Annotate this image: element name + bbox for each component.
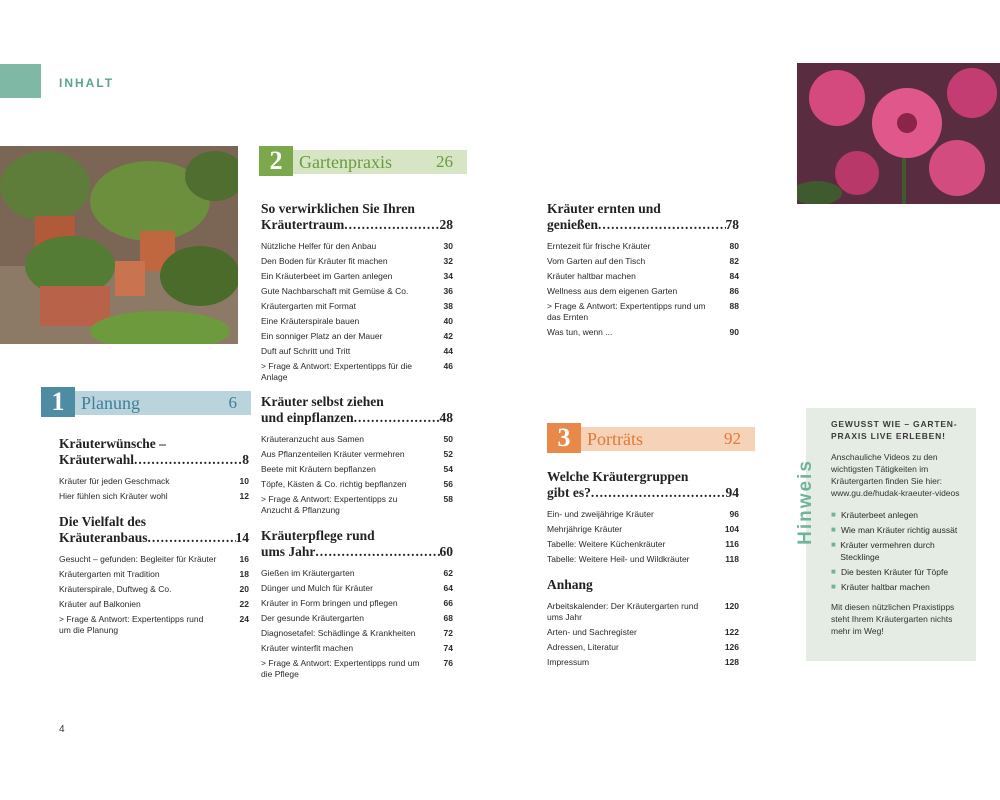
- toc-section: [59, 514, 249, 640]
- hint-list-item: ■ Kräuter haltbar machen: [831, 582, 930, 592]
- leader-dots: [148, 530, 236, 546]
- toc-section: [547, 469, 739, 569]
- hint-list-item: ■ Kräuterbeet anlegen: [831, 510, 919, 520]
- bullet-icon: ■: [831, 582, 836, 591]
- toc-entry[interactable]: [261, 494, 453, 516]
- toc-entry-page: 118: [725, 554, 739, 564]
- toc-entry-title: Vom Garten auf den Tisch: [547, 256, 646, 266]
- leader-dots: [344, 217, 439, 233]
- section-heading[interactable]: [59, 436, 249, 468]
- toc-entry[interactable]: [261, 346, 453, 357]
- toc-entry-page: 90: [729, 327, 739, 337]
- entry-list: [547, 241, 739, 338]
- toc-entry-title: > Frage & Antwort: Expertentipps für die Anlage: [261, 361, 412, 382]
- toc-entry-title: Kräuter für jeden Geschmack: [59, 476, 170, 486]
- toc-entry-title: Ein Kräuterbeet im Garten anlegen: [261, 271, 393, 281]
- section-heading-line2: [547, 485, 739, 501]
- toc-entry[interactable]: [261, 256, 453, 267]
- toc-entry[interactable]: [261, 241, 453, 252]
- toc-entry-page: 64: [443, 583, 453, 593]
- section-heading-line2: [59, 530, 249, 546]
- toc-entry-page: 16: [239, 554, 249, 564]
- toc-entry[interactable]: [261, 434, 453, 445]
- entry-list: [261, 434, 453, 516]
- toc-entry[interactable]: [261, 613, 453, 624]
- bullet-icon: ■: [831, 540, 836, 549]
- toc-entry-title: Kräutergarten mit Tradition: [59, 569, 160, 579]
- chapter-3-bar[interactable]: [547, 422, 755, 452]
- bullet-icon: ■: [831, 525, 836, 534]
- hint-box-content: [831, 418, 966, 637]
- entry-list: [547, 601, 739, 668]
- section-heading-text: gibt es?: [547, 485, 591, 500]
- chapter-page: 26: [436, 152, 453, 171]
- section-heading[interactable]: [261, 528, 453, 560]
- toc-entry-title: Eine Kräuterspirale bauen: [261, 316, 360, 326]
- section-heading-line1: Kräuterwünsche –: [59, 436, 166, 451]
- section-heading-line1: So verwirklichen Sie Ihren: [261, 201, 415, 216]
- section-heading[interactable]: [547, 201, 739, 233]
- leader-dots: [134, 452, 242, 468]
- toc-entry-page: 42: [443, 331, 453, 341]
- chapter-page: 92: [724, 429, 741, 448]
- toc-entry-page: 84: [729, 271, 739, 281]
- toc-entry-title: > Frage & Antwort: Expertentipps rund um die Planung: [59, 614, 204, 635]
- toc-entry-page: 76: [443, 658, 453, 668]
- toc-entry[interactable]: [547, 241, 739, 252]
- toc-entry-title: Töpfe, Kästen & Co. richtig bepflanzen: [261, 479, 407, 489]
- section-heading-text: und einpflanzen: [261, 410, 354, 425]
- toc-entry[interactable]: [547, 327, 739, 338]
- toc-section: [261, 394, 453, 520]
- toc-entry-page: 68: [443, 613, 453, 623]
- toc-entry-title: Gute Nachbarschaft mit Gemüse & Co.: [261, 286, 409, 296]
- toc-entry-title: Der gesunde Kräutergarten: [261, 613, 365, 623]
- leader-dots: [354, 410, 440, 426]
- section-heading-line2: [261, 217, 453, 233]
- toc-entry-page: 10: [239, 476, 249, 486]
- chapter-page: 6: [228, 393, 237, 412]
- toc-entry-title: Nützliche Helfer für den Anbau: [261, 241, 377, 251]
- toc-entry-title: Diagnosetafel: Schädlinge & Krankheiten: [261, 628, 416, 638]
- bullet-icon: ■: [831, 510, 836, 519]
- toc-entry[interactable]: [261, 449, 453, 460]
- section-heading-text: ums Jahr: [261, 544, 316, 559]
- section-heading-line1: Kräuterpflege rund: [261, 528, 375, 543]
- toc-entry-title: Was tun, wenn ...: [547, 327, 613, 337]
- toc-entry-page: 72: [443, 628, 453, 638]
- section-heading[interactable]: [261, 394, 453, 426]
- toc-entry[interactable]: [59, 476, 249, 487]
- toc-entry-title: Aus Pflanzenteilen Kräuter vermehren: [261, 449, 405, 459]
- toc-entry-page: 74: [443, 643, 453, 653]
- toc-entry-title: Ein- und zweijährige Kräuter: [547, 509, 654, 519]
- toc-entry-page: 120: [724, 601, 739, 611]
- hint-box-outro: Mit diesen nützlichen Praxistipps steht Ihrem Kräutergarten nichts mehr im Weg!: [831, 602, 955, 636]
- toc-entry-title: Dünger und Mulch für Kräuter: [261, 583, 373, 593]
- toc-entry[interactable]: [261, 331, 453, 342]
- toc-entry-page: 126: [724, 642, 739, 652]
- toc-entry-title: Kräuterspirale, Duftweg & Co.: [59, 584, 172, 594]
- chapter-title: Porträts: [587, 428, 643, 449]
- toc-entry-title: Kräuteranzucht aus Samen: [261, 434, 365, 444]
- toc-entry[interactable]: [261, 361, 453, 383]
- toc-entry-title: Gesucht – gefunden: Begleiter für Kräuter: [59, 554, 217, 564]
- toc-entry[interactable]: [59, 614, 249, 636]
- section-heading-line1: Welche Kräutergruppen: [547, 469, 689, 484]
- toc-entry-page: 20: [239, 584, 249, 594]
- section-heading-line2: [547, 217, 739, 233]
- toc-section: [261, 528, 453, 684]
- section-heading-text: genießen: [547, 217, 599, 232]
- hint-box-list: [831, 509, 966, 593]
- chapter-number: 2: [259, 146, 293, 176]
- toc-entry-page: 50: [443, 434, 453, 444]
- toc-section: [547, 201, 739, 342]
- section-heading-line2: [261, 410, 453, 426]
- section-page: 8: [242, 452, 249, 467]
- toc-entry[interactable]: [261, 464, 453, 475]
- herb-pots-illustration: [0, 146, 238, 344]
- toc-entry-title: Wellness aus dem eigenen Garten: [547, 286, 678, 296]
- toc-entry-page: 54: [443, 464, 453, 474]
- toc-entry-title: Tabelle: Weitere Küchenkräuter: [547, 539, 666, 549]
- flowers-illustration: [797, 63, 1000, 204]
- toc-entry[interactable]: [261, 598, 453, 609]
- toc-entry-title: Ein sonniger Platz an der Mauer: [261, 331, 383, 341]
- toc-entry-title: Impressum: [547, 657, 590, 667]
- hint-list-item: ■ Die besten Kräuter für Töpfe: [831, 567, 949, 577]
- toc-entry-page: 88: [729, 301, 739, 311]
- toc-section: [261, 201, 453, 387]
- section-heading-line2: [59, 452, 249, 468]
- toc-entry-page: 24: [239, 614, 249, 624]
- toc-entry[interactable]: [547, 524, 739, 535]
- toc-entry-page: 82: [729, 256, 739, 266]
- section-heading[interactable]: [547, 469, 739, 501]
- toc-entry-title: Arten- und Sachregister: [547, 627, 637, 637]
- toc-entry[interactable]: [59, 554, 249, 565]
- hint-box-intro: Anschauliche Videos zu den wichtigsten Tätigkeiten im Kräutergarten finden Sie hier: www.gu.de/hudak-kraeuter-videos: [831, 452, 960, 498]
- toc-entry-page: 12: [239, 491, 249, 501]
- chapter-title: Gartenpraxis: [299, 151, 392, 172]
- toc-entry[interactable]: [261, 568, 453, 579]
- toc-entry-page: 36: [443, 286, 453, 296]
- toc-entry-page: 22: [239, 599, 249, 609]
- toc-entry-page: 18: [239, 569, 249, 579]
- toc-entry-page: 56: [443, 479, 453, 489]
- chapter-2-bar[interactable]: [259, 145, 467, 175]
- section-page: 78: [725, 217, 739, 232]
- toc-entry[interactable]: [59, 569, 249, 580]
- toc-entry-page: 96: [729, 509, 739, 519]
- toc-entry-page: 104: [724, 524, 739, 534]
- toc-entry[interactable]: [547, 627, 739, 638]
- chapter-title: Planung: [81, 392, 141, 413]
- leader-dots: [315, 544, 439, 560]
- chapter-1-bar[interactable]: [41, 386, 251, 416]
- toc-entry-title: Kräuter haltbar machen: [547, 271, 636, 281]
- toc-entry-title: Kräuter winterfit machen: [261, 643, 354, 653]
- section-heading-line1: Kräuter selbst ziehen: [261, 394, 384, 409]
- entry-list: [547, 509, 739, 565]
- toc-entry[interactable]: [261, 271, 453, 282]
- toc-entry-title: Kräuter auf Balkonien: [59, 599, 141, 609]
- section-page: 94: [725, 485, 739, 500]
- toc-entry-title: Adressen, Literatur: [547, 642, 619, 652]
- header-tab-marker: [0, 64, 41, 98]
- toc-entry-title: Gießen im Kräutergarten: [261, 568, 355, 578]
- section-heading-line1: Kräuter ernten und: [547, 201, 661, 216]
- toc-entry-page: 128: [724, 657, 739, 667]
- toc-entry-title: > Frage & Antwort: Expertentipps rund um das Ernten: [547, 301, 706, 322]
- toc-entry[interactable]: [261, 316, 453, 327]
- section-page: 48: [439, 410, 453, 425]
- chapter-number: 1: [41, 387, 75, 417]
- toc-entry-page: 58: [443, 494, 453, 504]
- toc-entry[interactable]: [59, 599, 249, 610]
- toc-entry-page: 40: [443, 316, 453, 326]
- entry-list: [261, 241, 453, 383]
- toc-entry-page: 30: [443, 241, 453, 251]
- toc-entry[interactable]: [547, 256, 739, 267]
- hint-list-item: ■ Kräuter vermehren durch Stecklinge: [831, 540, 935, 562]
- toc-entry-page: 34: [443, 271, 453, 281]
- toc-entry-page: 32: [443, 256, 453, 266]
- section-heading-text: Kräuteranbaus: [59, 530, 148, 545]
- toc-entry[interactable]: [547, 271, 739, 282]
- page-number: 4: [59, 724, 65, 735]
- header-label: INHALT: [59, 76, 115, 90]
- entry-list: [59, 476, 249, 502]
- toc-entry[interactable]: [547, 301, 739, 323]
- hint-box-title: GEWUSST WIE – GARTEN-PRAXIS LIVE ERLEBEN!: [831, 419, 958, 441]
- section-heading-line2: [261, 544, 453, 560]
- chapter-number: 3: [547, 423, 581, 453]
- section-page: 14: [235, 530, 249, 545]
- toc-entry-page: 66: [443, 598, 453, 608]
- toc-entry-page: 46: [443, 361, 453, 371]
- toc-entry-page: 62: [443, 568, 453, 578]
- section-heading-text: Anhang: [547, 577, 593, 592]
- toc-entry-title: Kräuter in Form bringen und pflegen: [261, 598, 398, 608]
- section-heading-text: Kräuterwahl: [59, 452, 134, 467]
- toc-section: [59, 436, 249, 506]
- toc-entry[interactable]: [261, 583, 453, 594]
- toc-entry-title: > Frage & Antwort: Expertentipps zu Anzucht & Pflanzung: [261, 494, 398, 515]
- toc-entry-title: Tabelle: Weitere Heil- und Wildkräuter: [547, 554, 690, 564]
- toc-entry-page: 86: [729, 286, 739, 296]
- toc-entry-page: 44: [443, 346, 453, 356]
- toc-entry-page: 52: [443, 449, 453, 459]
- toc-entry-title: Arbeitskalender: Der Kräutergarten rund ums Jahr: [547, 601, 699, 622]
- bee-balm-flowers-photo: [797, 63, 1000, 204]
- herb-pots-photo: [0, 146, 238, 344]
- section-heading-line1: Die Vielfalt des: [59, 514, 146, 529]
- section-heading[interactable]: [261, 201, 453, 233]
- toc-entry[interactable]: [261, 479, 453, 490]
- toc-entry[interactable]: [59, 584, 249, 595]
- toc-entry-page: 80: [729, 241, 739, 251]
- section-heading[interactable]: [59, 514, 249, 546]
- toc-entry-title: Mehrjährige Kräuter: [547, 524, 623, 534]
- toc-entry[interactable]: [547, 642, 739, 653]
- section-page: 60: [439, 544, 453, 559]
- toc-entry[interactable]: [547, 554, 739, 565]
- toc-entry[interactable]: [547, 601, 739, 623]
- toc-entry-page: 116: [725, 539, 739, 549]
- entry-list: [261, 568, 453, 680]
- leader-dots: [591, 485, 726, 501]
- hint-box-label: Hinweis: [795, 459, 816, 545]
- toc-entry-title: Duft auf Schritt und Tritt: [261, 346, 351, 356]
- entry-list: [59, 554, 249, 636]
- toc-entry-title: Kräutergarten mit Format: [261, 301, 356, 311]
- section-page: 28: [439, 217, 453, 232]
- bullet-icon: ■: [831, 567, 836, 576]
- toc-entry[interactable]: [547, 286, 739, 297]
- section-heading-text: Kräutertraum: [261, 217, 345, 232]
- toc-entry[interactable]: [261, 658, 453, 680]
- section-heading[interactable]: [547, 577, 739, 593]
- toc-entry-title: Den Boden für Kräuter fit machen: [261, 256, 388, 266]
- toc-entry[interactable]: [547, 657, 739, 668]
- toc-entry-title: Beete mit Kräutern bepflanzen: [261, 464, 376, 474]
- toc-entry[interactable]: [261, 286, 453, 297]
- toc-entry-page: 122: [724, 627, 739, 637]
- toc-entry-title: Hier fühlen sich Kräuter wohl: [59, 491, 168, 501]
- toc-entry[interactable]: [547, 539, 739, 550]
- toc-entry[interactable]: [261, 628, 453, 639]
- toc-entry[interactable]: [547, 509, 739, 520]
- toc-section: [547, 577, 739, 672]
- toc-entry[interactable]: [59, 491, 249, 502]
- toc-entry-page: 38: [443, 301, 453, 311]
- toc-entry-title: > Frage & Antwort: Expertentipps rund um die Pflege: [261, 658, 420, 679]
- toc-entry[interactable]: [261, 643, 453, 654]
- toc-entry-title: Erntezeit für frische Kräuter: [547, 241, 651, 251]
- toc-entry[interactable]: [261, 301, 453, 312]
- hint-list-item: ■ Wie man Kräuter richtig aussät: [831, 525, 958, 535]
- leader-dots: [598, 217, 725, 233]
